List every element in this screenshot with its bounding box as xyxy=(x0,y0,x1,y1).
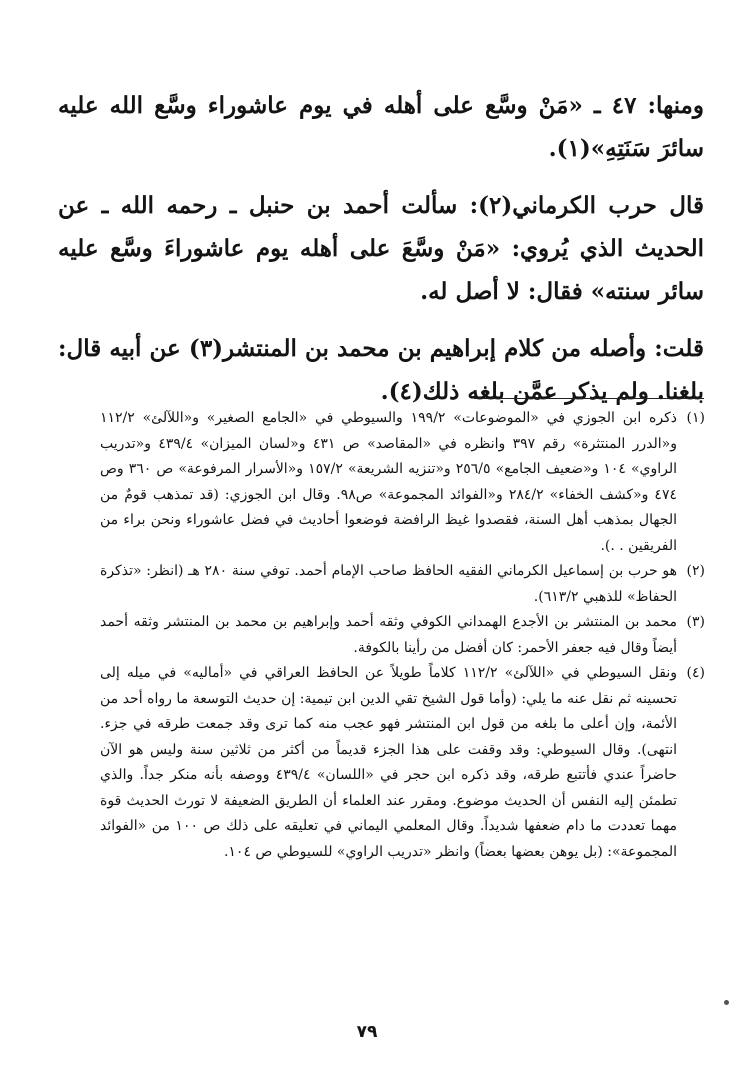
footnote-separator xyxy=(474,398,704,399)
footnote-1 xyxy=(100,406,705,559)
footnote-4 xyxy=(100,661,705,865)
page-number: ٧٩ xyxy=(356,1022,378,1042)
paragraph-harb-al-kirmani: قال حرب الكرماني(٢): سألت أحمد بن حنبل ـ رحمه الله ـ عن الحديث الذي يُروي: «مَنْ وسَّعَ على أهله يوم عاشوراءَ وسَّع عليه سائر سنته» فقال: لا أصل له. xyxy=(58,192,704,305)
footnote-3 xyxy=(100,610,705,661)
footnote-text: ذكره ابن الجوزي في «الموضوعات» ١٩٩/٢ والسيوطي في «الجامع الصغير» و«اللآلئ» ١١٢/٢ و«الدرر المنتثرة» رقم ٣٩٧ وانظره في «المقاصد» ص ٤٣١ و«لسان الميزان» ٤٣٩/٤ و«تدريب الراوي» ١٠٤ و«ضعيف الجامع» ٢٥٦/٥ و«تنزيه الشريعة» ١٥٧/٢ و«الأسرار المرفوعة» ص ٣٦٠ وص ٤٧٤ و«كشف الخفاء» ٢٨٤/٢ و«الفوائد المجموعة» ص٩٨. وقال ابن الجوزي: (قد تمذهب قومٌ من الجهال بمذهب أهل السنة، فقصدوا غيظ الرافضة فوضعوا أحاديث في فضل عاشوراء ونحن براء من الفريقين . .). xyxy=(100,410,678,554)
footnote-text: ونقل السيوطي في «اللآلئ» ١١٢/٢ كلاماً طويلاً عن الحافظ العراقي في «أماليه» في ميله إلى تحسينه ثم نقل عنه ما يلي: (وأما قول الشيخ تقي الدين ابن تيمية: إن حديث التوسعة ما رواه أحد من الأئمة، وإن أعلى ما بلغه من قول ابن المنتشر فهو عجب منه كما ترى وقد جمعت طرقه في جزء. انتهى). وقال السيوطي: وقد وقفت على هذا الجزء قديماً من أكثر من ثلاثين سنة وليس هو الآن حاضراً عندي فأتتبع طرقه، وقد ذكره ابن حجر في «اللسان» ٤٣٩/٤ ووصفه بأنه منكر جداً. والذي تطمئن إليه النفس أن الحديث موضوع. ومقرر عند العلماء أن الطريق الضعيفة لا تورث الحديث قوة مهما تعددت ما دام ضعفها شديداً. وقال المعلمي اليماني في تعليقه على ذلك ص ١٠٠ من «الفوائد المجموعة»: (بل يوهن بعضها بعضاً) وانظر «تدريب الراوي» للسيوطي ص ١٠٤. xyxy=(100,665,677,860)
paragraph-hadith-47: ومنها: ٤٧ ـ «مَنْ وسَّع على أهله في يوم عاشوراء وسَّع الله عليه سائرَ سَنَتِهِ»(١). xyxy=(58,92,704,162)
scan-mark xyxy=(724,1000,729,1005)
footnote-number: (١) xyxy=(686,410,705,426)
footnote-text: محمد بن المنتشر بن الأجدع الهمداني الكوفي وثقه أحمد وإبراهيم بن محمد بن المنتشر وثقه أحمد أيضاً وقال فيه جعفر الأحمر: كان أفضل من رأينا بالكوفة. xyxy=(100,614,677,656)
footnote-number: (٣) xyxy=(686,614,705,630)
main-text xyxy=(58,84,704,427)
footnote-2 xyxy=(100,559,705,610)
paragraph-author-comment: قلت: وأصله من كلام إبراهيم بن محمد بن المنتشر(٣) عن أبيه قال: بلغنا. ولم يذكر عمَّن بلغه ذلك(٤). xyxy=(58,335,704,405)
footnote-number: (٢) xyxy=(686,563,705,579)
footnote-text: هو حرب بن إسماعيل الكرماني الفقيه الحافظ صاحب الإمام أحمد. توفي سنة ٢٨٠ هـ (انظر: «تذكرة الحفاظ» للذهبي ٦١٣/٢). xyxy=(100,563,677,605)
footnote-number: (٤) xyxy=(686,665,705,681)
footnotes xyxy=(100,406,705,865)
